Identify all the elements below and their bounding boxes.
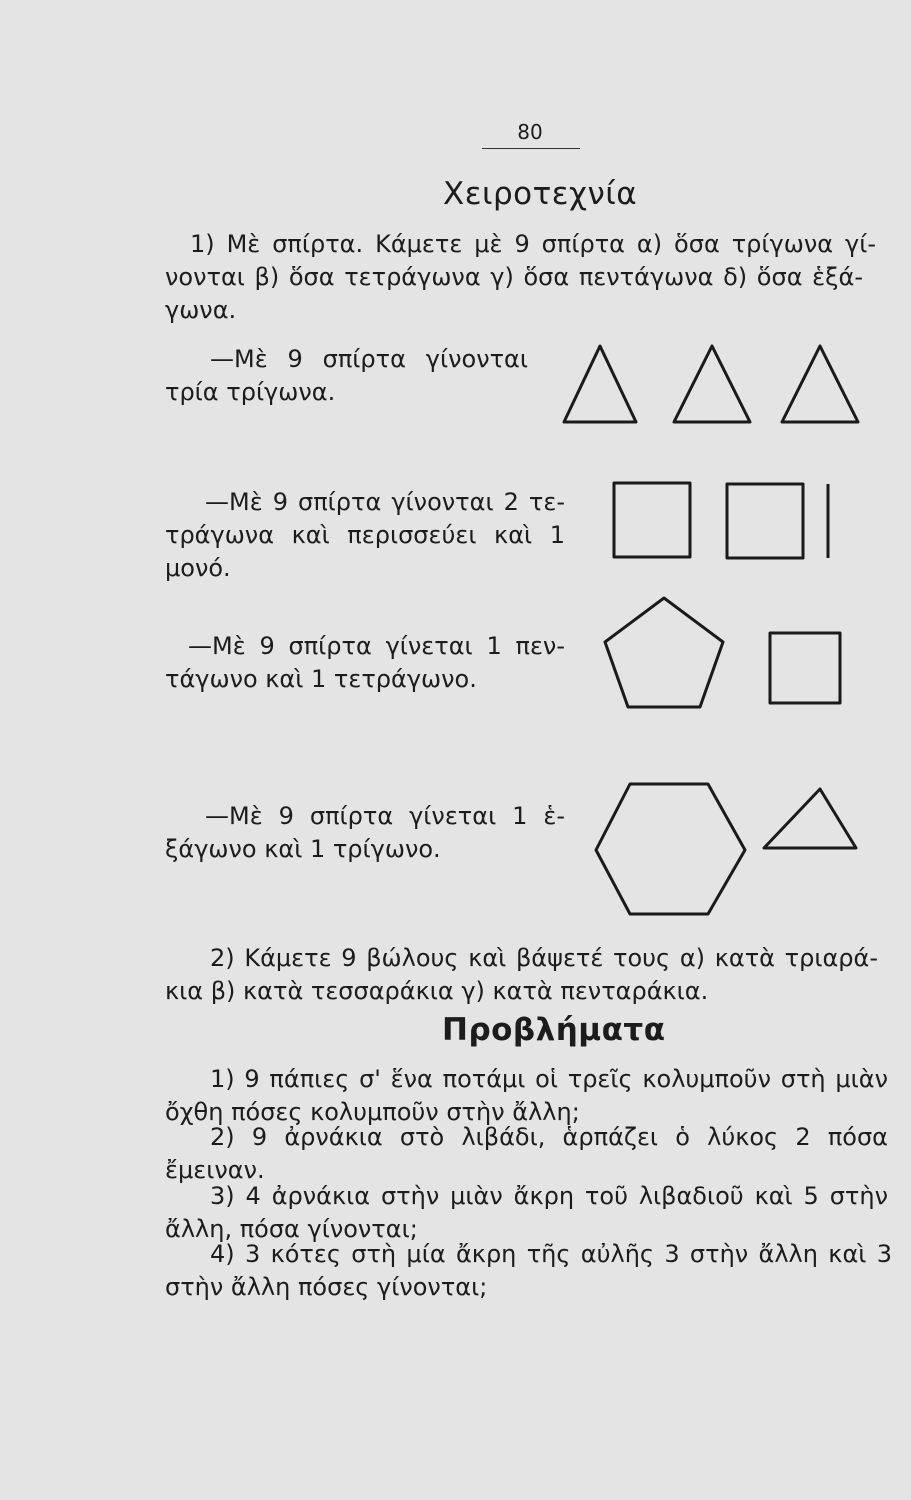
problem4-line-2: στὴν ἄλλη πόσες γίνονται; [165,1273,488,1301]
square-icon [770,633,840,703]
section-title-handcraft: Χειροτεχνία [443,176,638,212]
case4-line-1: —Μὲ 9 σπίρτα γίνεται 1 ἑ- [205,802,565,830]
two-squares-figure [605,480,845,565]
exercise1-line-1: 1) Μὲ σπίρτα. Κάμετε μὲ 9 σπίρτα α) ὅσα τρίγωνα γί- [190,230,876,258]
problem2-line-2: ἔμειναν. [165,1156,265,1184]
triangle-icon [764,789,856,848]
case2-line-1: —Μὲ 9 σπίρτα γίνονται 2 τε- [205,488,565,516]
hexagon-triangle-figure [590,775,870,920]
case2-line-2: τράγωνα καὶ περισσεύει καὶ 1 [165,521,565,549]
triangle-icon [674,346,750,422]
case3-line-2: τάγωνο καὶ 1 τετράγωνο. [165,665,477,693]
case1-line-1: —Μὲ 9 σπίρτα γίνονται [210,345,528,373]
page-number: 80 [517,120,543,144]
case1-line-2: τρία τρίγωνα. [165,378,336,406]
triangle-icon [564,346,636,422]
exercise1-line-2: νονται β) ὅσα τετράγωνα γ) ὅσα πεντάγωνα δ) ὅσα ἑξά- [165,263,863,291]
exercise2-line-2: κια β) κατὰ τεσσαράκια γ) κατὰ πενταράκια. [165,977,709,1005]
problem3-line-1: 3) 4 ἀρνάκια στὴν μιὰν ἄκρη τοῦ λιβαδιοῦ καὶ 5 στὴν [210,1182,888,1210]
problem3-line-2: ἄλλη, πόσα γίνονται; [165,1215,418,1243]
case4-line-2: ξάγωνο καὶ 1 τρίγωνο. [165,835,441,863]
three-triangles-figure [560,340,870,435]
section-title-problems: Προβλήματα [442,1012,666,1048]
problem1-line-1: 1) 9 πάπιες σ' ἕνα ποτάμι οἱ τρεῖς κολυμποῦν στὴ μιὰν [210,1065,888,1093]
problem4-line-1: 4) 3 κότες στὴ μία ἄκρη τῆς αὐλῆς 3 στὴν ἄλλη καὶ 3 [210,1240,892,1268]
problem1-line-2: ὄχθη πόσες κολυμποῦν στὴν ἄλλη; [165,1098,580,1126]
problem2-line-1: 2) 9 ἀρνάκια στὸ λιβάδι, ἁρπάζει ὁ λύκος 2 πόσα [210,1123,888,1151]
square-icon [614,483,690,557]
hexagon-icon [596,784,745,914]
exercise1-line-3: γωνα. [165,296,237,324]
page-number-rule [482,148,580,149]
triangle-icon [782,346,858,422]
exercise2-line-1: 2) Κάμετε 9 βώλους καὶ βάψετέ τους α) κατὰ τριαρά- [210,944,878,972]
pentagon-icon [605,598,723,707]
case3-line-1: —Μὲ 9 σπίρτα γίνεται 1 πεν- [188,632,565,660]
square-icon [727,484,803,558]
pentagon-square-figure [595,590,865,720]
case2-line-3: μονό. [165,554,231,582]
